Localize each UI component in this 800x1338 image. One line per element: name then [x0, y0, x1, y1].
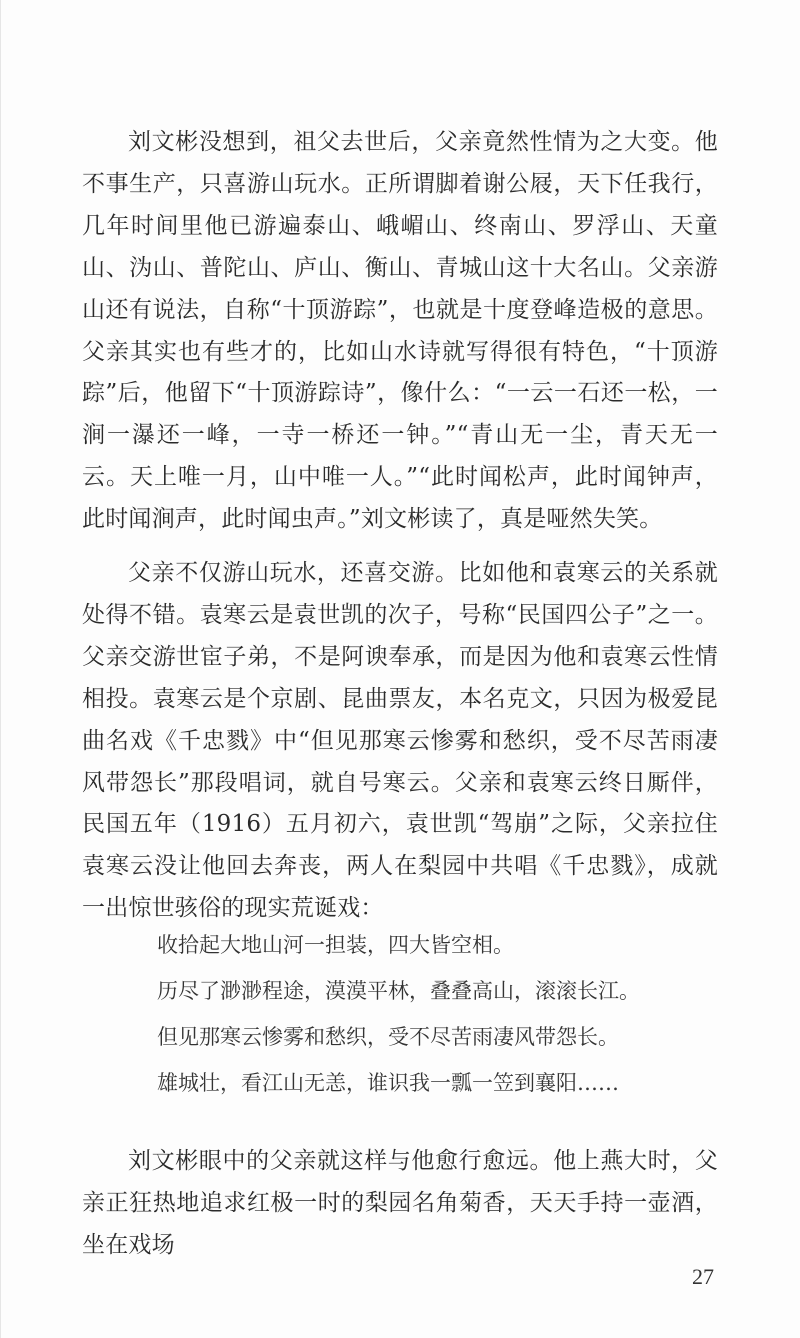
page-number: 27 [692, 1264, 714, 1289]
lyric-line: 但见那寒云惨雾和愁织，受不尽苦雨凄风带怨长。 [157, 1025, 619, 1049]
quoted-lyrics [157, 922, 717, 1106]
paragraph-1 [82, 122, 718, 541]
paragraph-3 [82, 1141, 718, 1267]
lyric-line: 历尽了渺渺程途，漠漠平林，叠叠高山，滚滚长江。 [157, 979, 640, 1003]
lyric-line: 收拾起大地山河一担装，四大皆空相。 [157, 933, 514, 957]
paragraph-text: 父亲不仅游山玩水，还喜交游。比如他和袁寒云的关系就处得不错。袁寒云是袁世凯的次子，号称“民国四公子”之一。父亲交游世宦子弟，不是阿谀奉承，而是因为他和袁寒云性情相投。袁寒云是个京剧、昆曲票友，本名克文，只因为极爱昆曲名戏《千忠戮》中“但见那寒云惨雾和愁织，受不尽苦雨凄风带怨长”那段唱词，就自号寒云。父亲和袁寒云终日厮伴，民国五年（1916）五月初六，袁世凯“驾崩”之际，父亲拉住袁寒云没让他回去奔丧，两人在梨园中共唱《千忠戮》，成就一出惊世骇俗的现实荒诞戏： [82, 560, 718, 922]
paragraph-2 [82, 553, 718, 930]
lyric-line: 雄城壮，看江山无恙，谁识我一瓢一笠到襄阳…… [157, 1071, 619, 1095]
paragraph-text: 刘文彬没想到，祖父去世后，父亲竟然性情为之大变。他不事生产，只喜游山玩水。正所谓脚着谢公屐，天下任我行，几年时间里他已游遍泰山、峨嵋山、终南山、罗浮山、天童山、沩山、普陀山、庐山、衡山、青城山这十大名山。父亲游山还有说法，自称“十顶游踪”，也就是十度登峰造极的意思。父亲其实也有些才的，比如山水诗就写得很有特色，“十顶游踪”后，他留下“十顶游踪诗”，像什么：“一云一石还一松，一涧一瀑还一峰，一寺一桥还一钟。”“青山无一尘，青天无一云。天上唯一月，山中唯一人。”“此时闻松声，此时闻钟声，此时闻涧声，此时闻虫声。”刘文彬读了，真是哑然失笑。 [82, 129, 718, 533]
page-edge [0, 0, 1, 1338]
paragraph-text: 刘文彬眼中的父亲就这样与他愈行愈远。他上燕大时，父亲正狂热地追求红极一时的梨园名角菊香，天天手持一壶酒，坐在戏场 [82, 1148, 718, 1258]
